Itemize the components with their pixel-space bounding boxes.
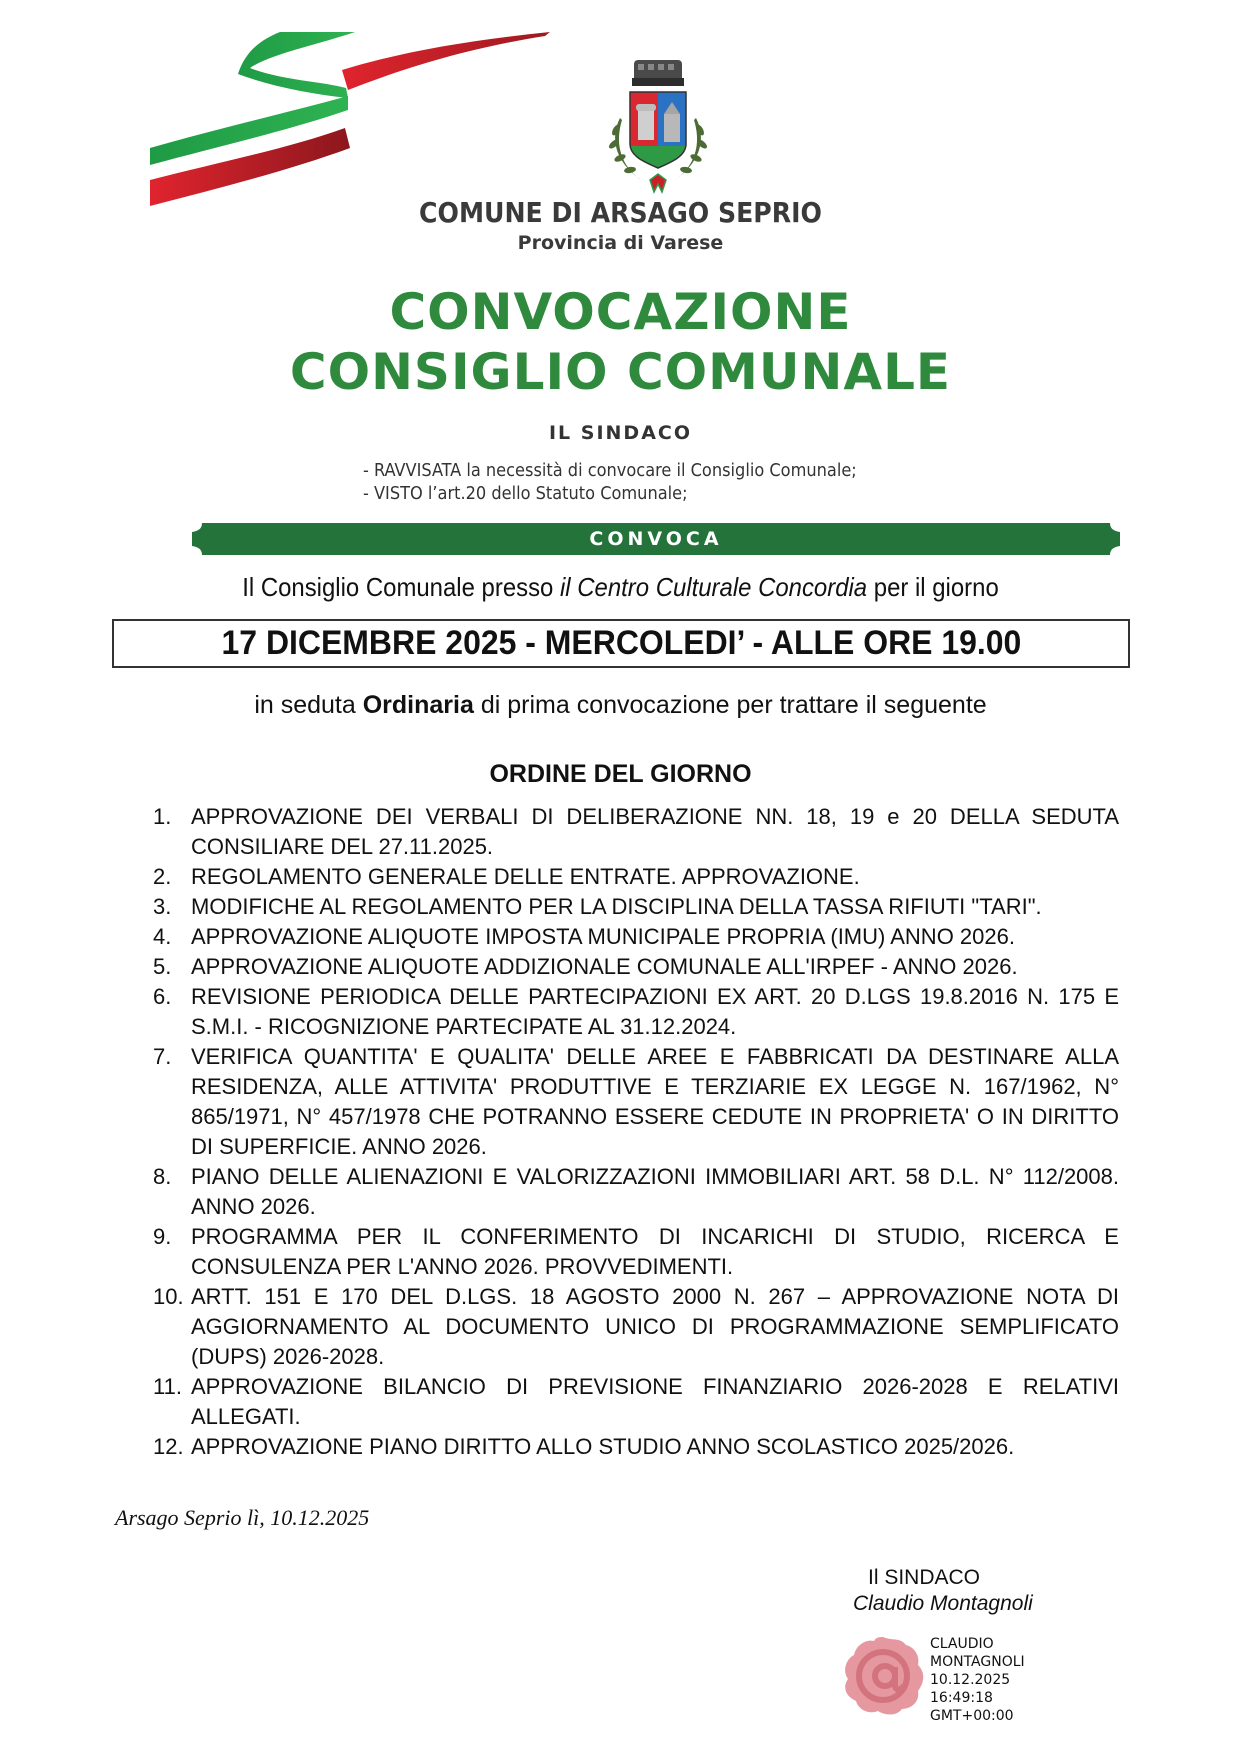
agenda-item-text: REGOLAMENTO GENERALE DELLE ENTRATE. APPROVAZIONE. — [191, 864, 860, 889]
digital-signature-seal-icon — [840, 1635, 926, 1717]
agenda-item — [153, 1042, 1119, 1162]
agenda-item — [153, 982, 1119, 1042]
intro-before: Il Consiglio Comunale presso — [242, 572, 560, 602]
agenda-item — [153, 1222, 1119, 1282]
intro-line — [50, 572, 1192, 603]
convoca-label: CONVOCA — [589, 528, 723, 550]
preamble-item: - VISTO l’art.20 dello Statuto Comunale; — [363, 483, 688, 504]
title-line-1: CONVOCAZIONE — [389, 283, 852, 341]
agenda-item-text: APPROVAZIONE PIANO DIRITTO ALLO STUDIO ANNO SCOLASTICO 2025/2026. — [191, 1434, 1015, 1459]
agenda-item — [153, 862, 1119, 892]
agenda-item — [153, 1372, 1119, 1432]
digital-signature-line: GMT+00:00 — [930, 1708, 1014, 1724]
session-type: Ordinaria — [362, 691, 474, 719]
signature-role: Il SINDACO — [868, 1566, 981, 1589]
agenda-item — [153, 1162, 1119, 1222]
province-name: Provincia di Varese — [517, 232, 724, 254]
comune-name: COMUNE DI ARSAGO SEPRIO — [419, 196, 822, 229]
intro-after: per il giorno — [867, 572, 999, 602]
agenda-item-number: 6. — [153, 984, 172, 1009]
agenda-item-text: REVISIONE PERIODICA DELLE PARTECIPAZIONI EX ART. 20 D.LGS 19.8.2016 N. 175 E S.M.I. - RICOGNIZIONE PARTECIPATE AL 31.12.2024. — [191, 984, 1119, 1039]
signature-name: Claudio Montagnoli — [853, 1592, 1033, 1615]
agenda-item-number: 9. — [153, 1224, 172, 1249]
meeting-date: 17 DICEMBRE 2025 - MERCOLEDI’ - ALLE ORE 19.00 — [221, 624, 1021, 662]
digital-signature-line: MONTAGNOLI — [930, 1654, 1025, 1670]
agenda-item — [153, 802, 1119, 862]
intro-venue: il Centro Culturale Concordia — [559, 572, 868, 602]
agenda-item — [153, 1282, 1119, 1372]
place-date: Arsago Seprio lì, 10.12.2025 — [115, 1505, 370, 1530]
agenda-item-text: MODIFICHE AL REGOLAMENTO PER LA DISCIPLINA DELLA TASSA RIFIUTI "TARI". — [191, 894, 1042, 919]
session-line — [0, 691, 1241, 720]
coat-of-arms-icon — [592, 58, 724, 196]
agenda-item-number: 10. — [153, 1284, 184, 1309]
agenda-item-number: 5. — [153, 954, 172, 979]
agenda-title: ORDINE DEL GIORNO — [489, 760, 752, 788]
digital-signature-line: 10.12.2025 — [930, 1672, 1011, 1688]
preamble-item: - RAVVISATA la necessità di convocare il Consiglio Comunale; — [363, 460, 857, 481]
agenda-item-number: 8. — [153, 1164, 172, 1189]
agenda-item-number: 4. — [153, 924, 172, 949]
session-after: di prima convocazione per trattare il seguente — [473, 691, 987, 719]
agenda-item — [153, 952, 1119, 982]
agenda-item-number: 12. — [153, 1434, 184, 1459]
agenda-item-number: 3. — [153, 894, 172, 919]
agenda-item-text: APPROVAZIONE ALIQUOTE ADDIZIONALE COMUNALE ALL'IRPEF - ANNO 2026. — [191, 954, 1018, 979]
agenda-item-number: 1. — [153, 804, 172, 829]
session-before: in seduta — [254, 691, 363, 719]
digital-signature-line: 16:49:18 — [930, 1690, 993, 1706]
digital-signature-line: CLAUDIO — [930, 1636, 994, 1652]
agenda-item — [153, 892, 1119, 922]
agenda-item — [153, 1432, 1119, 1462]
agenda-item-text: VERIFICA QUANTITA' E QUALITA' DELLE AREE E FABBRICATI DA DESTINARE ALLA RESIDENZA, ALLE ATTIVITA' PRODUTTIVE E TERZIARIE EX LEGGE N. 167/1962, N° 865/1971, N° 457/1978 CHE POTRANNO ESSERE CEDUTE IN PROPRIETA' O IN DIRITTO DI SUPERFICIE. ANNO 2026. — [191, 1044, 1119, 1159]
agenda-item-text: PROGRAMMA PER IL CONFERIMENTO DI INCARICHI DI STUDIO, RICERCA E CONSULENZA PER L'ANNO 2026. PROVVEDIMENTI. — [191, 1224, 1119, 1279]
digital-signature-text — [930, 1635, 1025, 1725]
agenda-item-text: APPROVAZIONE BILANCIO DI PREVISIONE FINANZIARIO 2026-2028 E RELATIVI ALLEGATI. — [191, 1374, 1119, 1429]
agenda-item-number: 7. — [153, 1044, 172, 1069]
agenda-list — [153, 802, 1119, 1462]
agenda-item-text: APPROVAZIONE DEI VERBALI DI DELIBERAZIONE NN. 18, 19 e 20 DELLA SEDUTA CONSILIARE DEL 27.11.2025. — [191, 804, 1119, 859]
agenda-item-text: PIANO DELLE ALIENAZIONI E VALORIZZAZIONI IMMOBILIARI ART. 58 D.L. N° 112/2008. ANNO 2026. — [191, 1164, 1119, 1219]
title-line-2: CONSIGLIO COMUNALE — [289, 343, 952, 401]
agenda-item-text: ARTT. 151 E 170 DEL D.LGS. 18 AGOSTO 2000 N. 267 – APPROVAZIONE NOTA DI AGGIORNAMENTO AL DOCUMENTO UNICO DI PROGRAMMAZIONE SEMPLIFICATO (DUPS) 2026-2028. — [191, 1284, 1119, 1369]
agenda-item-text: APPROVAZIONE ALIQUOTE IMPOSTA MUNICIPALE PROPRIA (IMU) ANNO 2026. — [191, 924, 1015, 949]
preamble-heading: IL SINDACO — [548, 422, 693, 444]
italian-flag-ribbon-icon — [150, 30, 550, 210]
agenda-item — [153, 922, 1119, 952]
meeting-date-box — [112, 619, 1130, 668]
agenda-item-number: 2. — [153, 864, 172, 889]
agenda-item-number: 11. — [153, 1374, 182, 1399]
